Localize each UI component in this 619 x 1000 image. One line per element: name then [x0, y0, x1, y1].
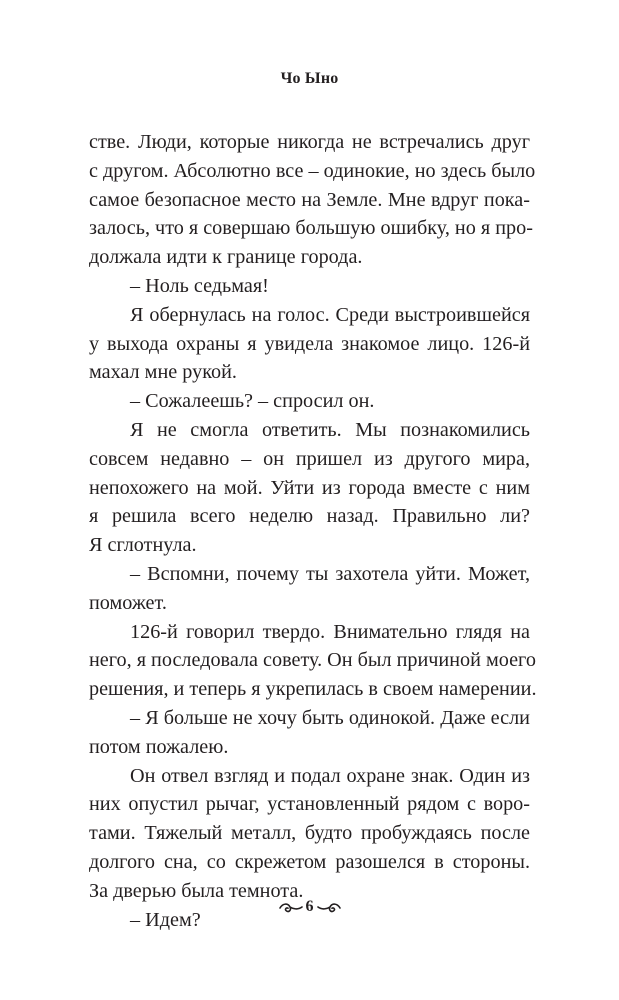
text-line: За дверью была темнота.	[89, 879, 304, 902]
text-line: совсем недавно – он пришел из другого мира,	[89, 447, 530, 470]
text-line: непохожего на мой. Уйти из города вместе с ним	[89, 476, 530, 499]
text-line: 126-й говорил твердо. Внимательно глядя на	[130, 620, 530, 643]
text-line: залось, что я совершаю большую ошибку, но я про-	[89, 217, 533, 240]
text-line: самое безопасное место на Земле. Мне вдруг пока-	[89, 188, 530, 211]
text-line: махал мне рукой.	[89, 361, 237, 384]
text-line: у выхода охраны я увидела знакомое лицо. 126-й	[89, 332, 530, 355]
text-line: потом пожалею.	[89, 735, 229, 758]
text-line: – Ноль седьмая!	[130, 274, 269, 297]
page-number-folio	[0, 893, 619, 921]
text-line: Я сглотнула.	[89, 534, 197, 557]
text-line: должала идти к границе города.	[89, 246, 363, 269]
text-line: Я обернулась на голос. Среди выстроившейся	[130, 303, 530, 326]
body-text	[89, 128, 537, 934]
scroll-ornament-left-icon	[279, 899, 303, 915]
text-line: тами. Тяжелый металл, будто пробуждаясь после	[89, 822, 530, 845]
text-line: долгого сна, со скрежетом разошелся в стороны.	[89, 850, 530, 873]
text-line: них опустил рычаг, установленный рядом с воро-	[89, 793, 530, 816]
text-line: Он отвел взгляд и подал охране знак. Один из	[130, 764, 530, 787]
scroll-ornament-right-icon	[317, 899, 341, 915]
text-line: решения, и теперь я укрепилась в своем намерении.	[89, 678, 537, 701]
text-line: – Я больше не хочу быть одинокой. Даже если	[130, 706, 530, 729]
text-line: поможет.	[89, 591, 167, 614]
text-line: Я не смогла ответить. Мы познакомились	[130, 418, 530, 441]
text-line: – Сожалеешь? – спросил он.	[130, 390, 375, 413]
text-line: него, я последовала совету. Он был причиной моего	[89, 649, 536, 672]
running-header: Чо Ыно	[280, 70, 339, 87]
text-line: я решила всего неделю назад. Правильно ли?	[89, 505, 530, 528]
page-number: 6	[305, 898, 314, 915]
text-line: с другом. Абсолютно все – одинокие, но здесь было	[89, 159, 536, 182]
text-line: – Вспомни, почему ты захотела уйти. Может,	[130, 562, 530, 585]
text-line: стве. Люди, которые никогда не встречались друг	[89, 131, 530, 153]
text-line: – Идем?	[130, 908, 201, 931]
